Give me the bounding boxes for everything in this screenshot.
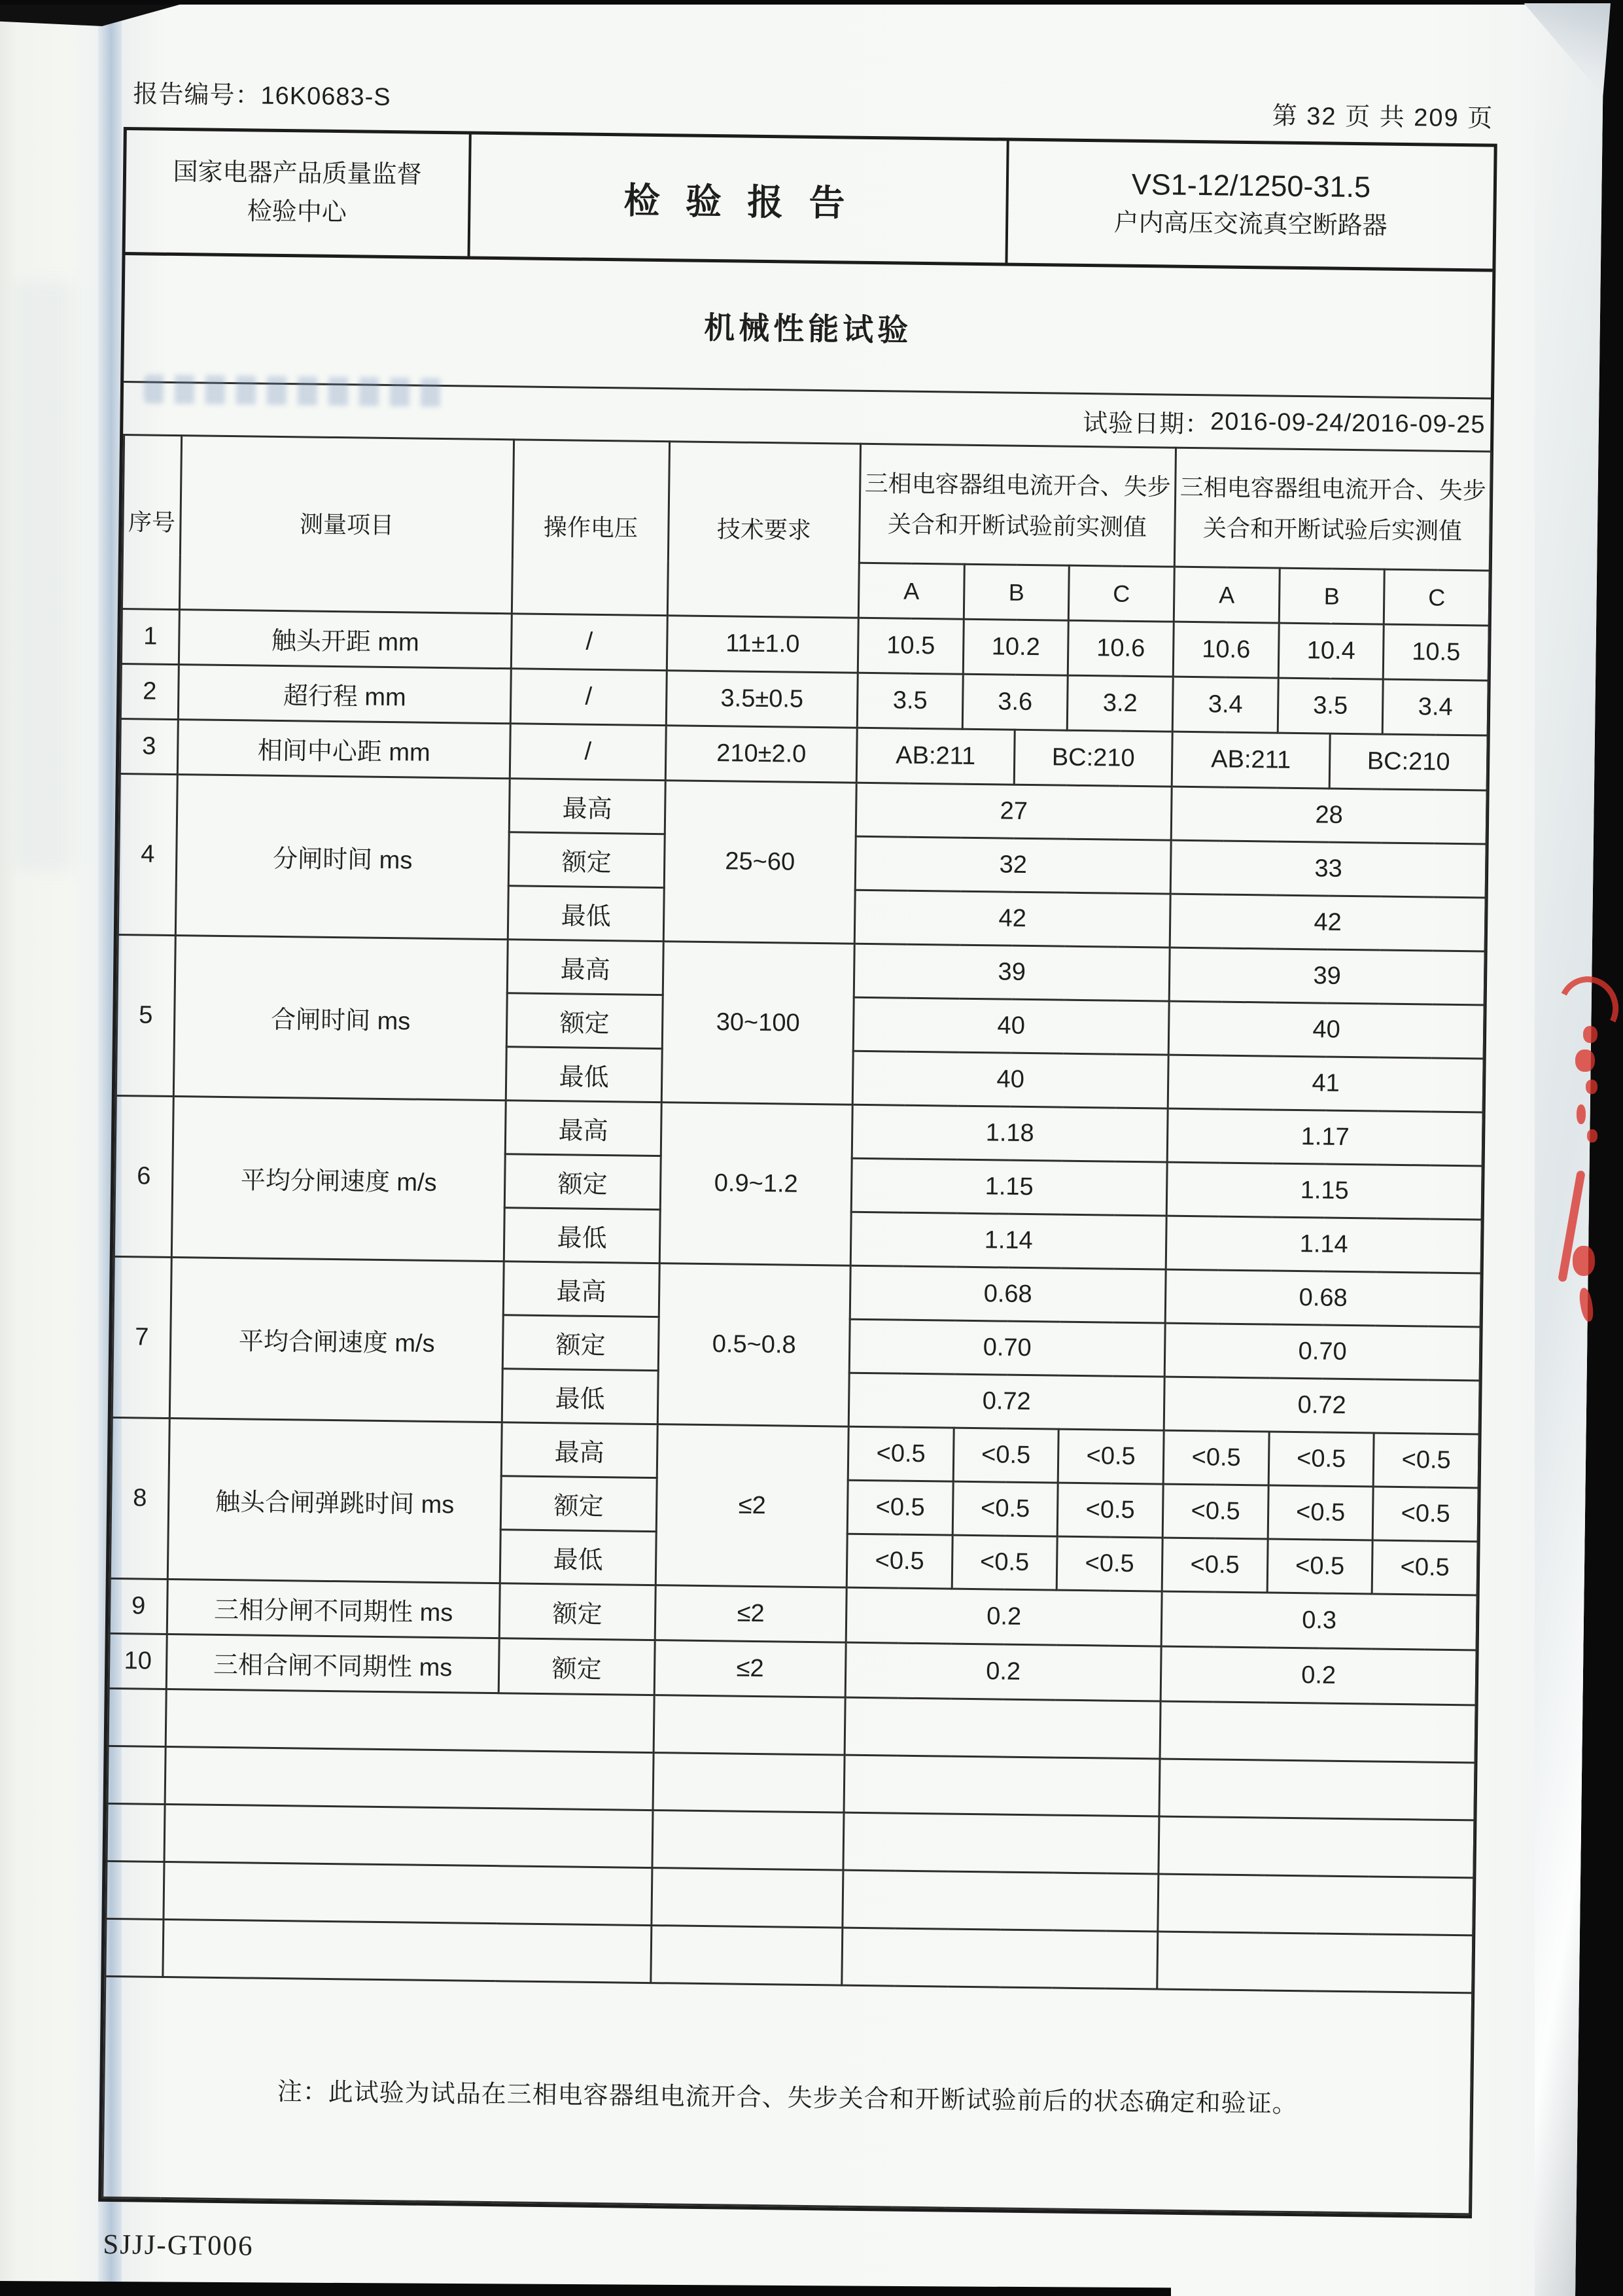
cell-item: 触头合闸弹跳时间 ms xyxy=(167,1419,502,1583)
cell-pre-value: 1.18 xyxy=(852,1104,1168,1162)
cell-pre-value: <0.5 xyxy=(1057,1483,1163,1538)
cell-seq: 8 xyxy=(110,1417,169,1579)
cell-pre-value: <0.5 xyxy=(952,1535,1057,1590)
cell-post-value: 39 xyxy=(1169,947,1485,1005)
cell-post-value: 41 xyxy=(1168,1055,1484,1112)
cell-pre-value: 40 xyxy=(852,1051,1168,1108)
cell-post-value: 3.4 xyxy=(1382,679,1488,735)
cell-post-value: <0.5 xyxy=(1267,1539,1372,1594)
cell-pre-value: 0.2 xyxy=(845,1642,1161,1701)
cell-voltage: 额定 xyxy=(499,1583,655,1640)
cell-requirement: 3.5±0.5 xyxy=(666,671,858,728)
test-date-label: 试验日期： xyxy=(1082,409,1211,438)
cell-empty xyxy=(652,1810,844,1871)
col-header-post-test-group: 三相电容器组电流开合、失步关合和开断试验后实测值 xyxy=(1174,448,1491,571)
cell-post-value: <0.5 xyxy=(1268,1485,1373,1540)
cell-post-value: 0.70 xyxy=(1164,1323,1480,1381)
cell-empty xyxy=(107,1803,165,1862)
cell-voltage-level: 最低 xyxy=(502,1369,658,1424)
cell-empty xyxy=(1159,1816,1475,1878)
cell-pre-value: 40 xyxy=(853,997,1169,1055)
cell-post-value: 0.72 xyxy=(1164,1377,1480,1434)
cell-pre-value: <0.5 xyxy=(846,1534,952,1589)
cell-voltage-level: 额定 xyxy=(508,832,665,888)
report-header-box xyxy=(126,130,1494,272)
cell-seq: 2 xyxy=(120,664,179,720)
cell-item: 合闸时间 ms xyxy=(173,936,508,1101)
cell-pre-value: <0.5 xyxy=(952,1481,1058,1536)
cell-pre-value: 1.15 xyxy=(851,1158,1167,1216)
cell-empty xyxy=(1160,1701,1476,1763)
bleed-through-smudge xyxy=(16,281,72,870)
cell-requirement: 11±1.0 xyxy=(667,616,858,673)
report-sheet xyxy=(98,68,1498,2262)
scanner-shadow-top xyxy=(0,0,1623,5)
col-header-requirement: 技术要求 xyxy=(667,442,860,618)
cell-post-value: 1.17 xyxy=(1167,1108,1483,1166)
cell-post-value: <0.5 xyxy=(1372,1487,1478,1542)
cell-requirement: 210±2.0 xyxy=(665,726,857,783)
bleed-through-smudge xyxy=(144,374,452,407)
cell-empty xyxy=(164,1804,653,1867)
cell-pre-value: 32 xyxy=(855,836,1171,894)
cell-empty xyxy=(165,1746,654,1810)
cell-post-value: 40 xyxy=(1168,1001,1484,1059)
cell-item: 超行程 mm xyxy=(178,665,511,724)
cell-voltage: 额定 xyxy=(498,1638,655,1695)
page-indicator: 第 32 页 共 209 页 xyxy=(1272,102,1494,133)
cell-empty xyxy=(108,1688,166,1746)
cell-pre-value: 3.2 xyxy=(1067,675,1173,732)
cell-requirement: ≤2 xyxy=(655,1585,846,1643)
cell-empty xyxy=(653,1753,845,1813)
cell-pre-value: 3.5 xyxy=(857,673,963,729)
cell-pre-value: 0.72 xyxy=(848,1373,1164,1430)
cell-pre-value: 1.14 xyxy=(850,1212,1166,1269)
table-body xyxy=(103,609,1490,2214)
mechanical-test-table xyxy=(101,434,1492,2215)
cell-pre-value: 10.5 xyxy=(858,618,964,674)
cell-post-value: 0.2 xyxy=(1161,1646,1476,1705)
col-header-phase-A: A xyxy=(858,563,964,619)
cell-pre-value: 39 xyxy=(854,944,1170,1001)
issuing-organization xyxy=(126,130,469,256)
cell-pre-value: 42 xyxy=(854,890,1170,947)
col-header-pre-test-group: 三相电容器组电流开合、失步关合和开断试验前实测值 xyxy=(859,444,1176,567)
cell-empty xyxy=(1157,1932,1473,1993)
col-header-phase-C: C xyxy=(1384,569,1490,626)
cell-pre-value: <0.5 xyxy=(1058,1429,1164,1484)
cell-seq: 4 xyxy=(118,773,177,935)
cell-item: 分闸时间 ms xyxy=(175,775,510,940)
cell-voltage-level: 最低 xyxy=(500,1530,656,1585)
cell-empty xyxy=(106,1861,164,1919)
cell-empty xyxy=(845,1697,1161,1759)
section-title: 机械性能试验 xyxy=(124,255,1492,400)
cell-post-value: BC:210 xyxy=(1329,733,1488,790)
cell-requirement: ≤2 xyxy=(655,1424,848,1588)
cell-voltage: / xyxy=(510,669,667,726)
report-number-value: 16K0683-S xyxy=(260,82,391,111)
cell-voltage: / xyxy=(510,724,666,781)
cell-seq: 3 xyxy=(120,719,178,775)
cell-item: 触头开距 mm xyxy=(179,610,512,669)
cell-requirement: 25~60 xyxy=(663,781,856,944)
cell-requirement: 0.5~0.8 xyxy=(657,1263,850,1427)
cell-empty xyxy=(654,1695,845,1756)
form-code: SJJJ-GT006 xyxy=(103,2229,254,2262)
cell-empty xyxy=(166,1689,654,1752)
cell-post-value: AB:211 xyxy=(1172,732,1330,788)
cell-requirement: ≤2 xyxy=(654,1640,846,1698)
red-stamp-mark xyxy=(1573,1246,1595,1276)
cell-item: 三相分闸不同期性 ms xyxy=(167,1579,500,1638)
cell-post-value: 1.14 xyxy=(1166,1216,1482,1273)
cell-post-value: 3.4 xyxy=(1172,677,1278,733)
cell-seq: 5 xyxy=(116,934,175,1096)
cell-post-value: <0.5 xyxy=(1373,1433,1479,1488)
cell-pre-value: 27 xyxy=(856,783,1172,840)
cell-voltage-level: 最高 xyxy=(501,1422,657,1478)
organization-line1: 国家电器产品质量监督 xyxy=(173,158,422,189)
cell-pre-value: 0.2 xyxy=(846,1587,1162,1646)
report-number xyxy=(133,73,391,113)
cell-empty xyxy=(1159,1759,1475,1820)
product-model: VS1-12/1250-31.5 xyxy=(1131,167,1371,204)
cell-empty xyxy=(105,1918,164,1977)
cell-pre-value: <0.5 xyxy=(848,1426,954,1481)
report-title: 检 验 报 告 xyxy=(468,134,1007,262)
cell-empty xyxy=(843,1812,1159,1874)
table-header xyxy=(122,435,1491,626)
cell-seq: 6 xyxy=(114,1095,173,1257)
note-text: 注：此试验为试品在三相电容器组电流开合、失步关合和开断试验前后的状态确定和验证。 xyxy=(103,1976,1473,2214)
cell-voltage-level: 最高 xyxy=(509,779,665,834)
cell-pre-value: <0.5 xyxy=(847,1480,953,1535)
note-row xyxy=(103,1976,1473,2214)
red-stamp-mark xyxy=(1577,1104,1586,1124)
cell-pre-value: <0.5 xyxy=(1056,1536,1162,1591)
cell-voltage-level: 额定 xyxy=(504,1154,661,1210)
cell-pre-value: 3.6 xyxy=(962,674,1068,730)
cell-post-value: 1.15 xyxy=(1166,1162,1482,1220)
report-frame xyxy=(98,127,1497,2218)
product-identification xyxy=(1005,141,1493,268)
cell-post-value: <0.5 xyxy=(1163,1430,1269,1485)
cell-voltage-level: 最低 xyxy=(504,1208,660,1263)
red-stamp-mark xyxy=(1575,1050,1595,1072)
cell-post-value: 0.3 xyxy=(1161,1591,1477,1650)
cell-item: 三相合闸不同期性 ms xyxy=(166,1634,499,1693)
cell-post-value: <0.5 xyxy=(1268,1432,1374,1487)
cell-voltage-level: 额定 xyxy=(502,1315,659,1371)
cell-seq: 10 xyxy=(109,1633,167,1689)
cell-post-value: 42 xyxy=(1170,894,1486,951)
col-header-item: 测量项目 xyxy=(179,436,514,614)
cell-empty xyxy=(844,1755,1160,1816)
cell-pre-value: AB:211 xyxy=(856,728,1015,785)
product-name: 户内高压交流真空断路器 xyxy=(1113,209,1387,240)
cell-item: 相间中心距 mm xyxy=(177,720,510,779)
col-header-seq: 序号 xyxy=(122,435,181,610)
col-header-phase-B: B xyxy=(964,564,1069,620)
cell-voltage: / xyxy=(511,614,667,671)
cell-empty xyxy=(1158,1874,1474,1935)
cell-post-value: 28 xyxy=(1171,786,1487,844)
cell-requirement: 30~100 xyxy=(661,942,854,1105)
cell-seq: 1 xyxy=(121,609,179,665)
cell-pre-value: <0.5 xyxy=(953,1428,1058,1483)
cell-voltage-level: 最低 xyxy=(506,1047,662,1103)
cell-empty xyxy=(652,1868,843,1928)
cell-voltage-level: 最低 xyxy=(508,886,664,942)
cell-empty xyxy=(651,1926,843,1986)
cell-item: 平均分闸速度 m/s xyxy=(171,1097,506,1262)
table-header-row xyxy=(122,435,1491,571)
cell-empty xyxy=(107,1746,166,1804)
cell-empty xyxy=(164,1862,652,1925)
cell-voltage-level: 额定 xyxy=(500,1476,657,1532)
cell-empty xyxy=(163,1919,652,1983)
red-stamp-mark xyxy=(1587,1129,1597,1142)
cell-post-value: <0.5 xyxy=(1372,1540,1478,1595)
cell-pre-value: 10.2 xyxy=(963,619,1068,675)
cell-voltage-level: 最高 xyxy=(505,1101,661,1156)
report-number-label: 报告编号： xyxy=(133,80,261,110)
organization-line2: 检验中心 xyxy=(247,198,347,227)
red-stamp-mark xyxy=(1586,1080,1597,1094)
cell-post-value: <0.5 xyxy=(1162,1538,1268,1593)
cell-post-value: <0.5 xyxy=(1162,1484,1268,1539)
col-header-phase-A: A xyxy=(1174,567,1280,623)
cell-pre-value: BC:210 xyxy=(1014,730,1172,786)
cell-pre-value: 10.6 xyxy=(1068,620,1174,677)
cell-post-value: 10.5 xyxy=(1383,624,1489,680)
cell-post-value: 33 xyxy=(1170,840,1486,898)
cell-post-value: 0.68 xyxy=(1165,1269,1481,1327)
cell-post-value: 10.6 xyxy=(1173,622,1279,678)
cell-post-value: 10.4 xyxy=(1278,623,1384,679)
cell-empty xyxy=(842,1928,1158,1989)
cell-post-value: 3.5 xyxy=(1278,678,1383,734)
cell-item: 平均合闸速度 m/s xyxy=(169,1258,504,1422)
cell-voltage-level: 额定 xyxy=(506,993,663,1049)
cell-empty xyxy=(843,1870,1159,1932)
cell-seq: 9 xyxy=(109,1578,167,1634)
red-stamp-mark xyxy=(1583,1026,1597,1043)
test-date-value: 2016-09-24/2016-09-25 xyxy=(1210,407,1486,438)
col-header-phase-B: B xyxy=(1279,568,1384,624)
cell-requirement: 0.9~1.2 xyxy=(659,1103,852,1266)
cell-voltage-level: 最高 xyxy=(507,940,663,995)
col-header-voltage: 操作电压 xyxy=(512,440,669,616)
cell-seq: 7 xyxy=(112,1256,171,1418)
col-header-phase-C: C xyxy=(1068,565,1174,622)
cell-voltage-level: 最高 xyxy=(503,1262,659,1317)
cell-pre-value: 0.68 xyxy=(850,1265,1166,1323)
cell-pre-value: 0.70 xyxy=(849,1319,1165,1377)
